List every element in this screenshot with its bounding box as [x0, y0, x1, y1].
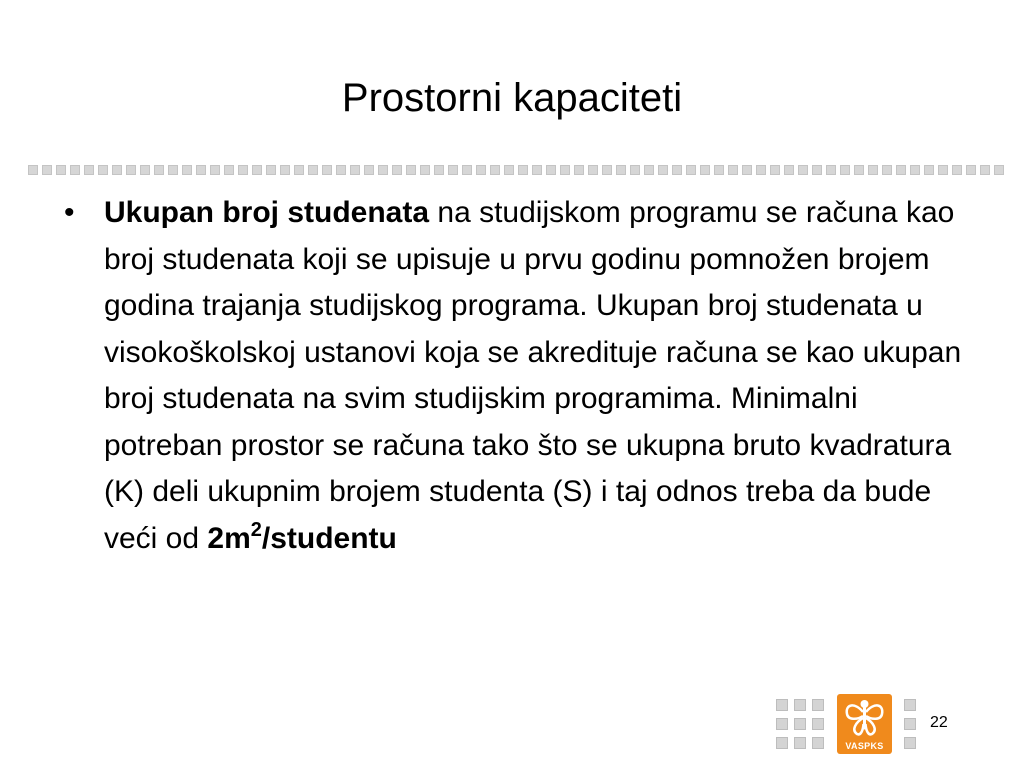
grid-square: [776, 699, 788, 711]
divider-square: [728, 165, 738, 175]
slide-title: Prostorni kapaciteti: [341, 76, 683, 120]
divider-square: [574, 165, 584, 175]
grid-square: [794, 718, 806, 730]
divider-square: [28, 165, 38, 175]
divider-square: [322, 165, 332, 175]
bullet-list: [64, 190, 964, 562]
divider-square: [686, 165, 696, 175]
divider-square: [224, 165, 234, 175]
divider-square: [546, 165, 556, 175]
divider-square: [42, 165, 52, 175]
divider-square: [784, 165, 794, 175]
divider-square: [154, 165, 164, 175]
list-item: [64, 190, 964, 562]
divider-square: [490, 165, 500, 175]
divider-square: [658, 165, 668, 175]
divider-square: [910, 165, 920, 175]
divider-square: [602, 165, 612, 175]
end-bold-superscript: 2: [250, 518, 262, 541]
divider-square: [308, 165, 318, 175]
divider-square: [826, 165, 836, 175]
grid-square: [794, 699, 806, 711]
divider-square: [364, 165, 374, 175]
divider-square: [868, 165, 878, 175]
divider-square: [560, 165, 570, 175]
divider-square: [798, 165, 808, 175]
bullet-lead-bold: Ukupan broj studenata: [104, 196, 430, 229]
divider-square: [756, 165, 766, 175]
divider-square: [196, 165, 206, 175]
grid-square: [812, 699, 824, 711]
divider-square: [742, 165, 752, 175]
bullet-end-bold: [207, 518, 397, 555]
divider-square: [588, 165, 598, 175]
divider-square: [532, 165, 542, 175]
grid-square: [812, 718, 824, 730]
divider-square: [476, 165, 486, 175]
end-bold-tail: /studentu: [261, 521, 397, 555]
divider-square: [168, 165, 178, 175]
divider-square: [280, 165, 290, 175]
divider-square: [616, 165, 626, 175]
divider-square: [336, 165, 346, 175]
divider-square: [378, 165, 388, 175]
divider-square: [112, 165, 122, 175]
divider-square: [882, 165, 892, 175]
divider-square: [252, 165, 262, 175]
divider-square: [392, 165, 402, 175]
bullet-marker: •: [64, 196, 75, 229]
divider-square: [994, 165, 1004, 175]
divider-square: [630, 165, 640, 175]
end-bold-base: 2m: [207, 521, 251, 555]
divider-square: [644, 165, 654, 175]
divider-square: [770, 165, 780, 175]
divider-square: [210, 165, 220, 175]
divider-square: [406, 165, 416, 175]
grid-square: [904, 737, 916, 749]
grid-square: [794, 737, 806, 749]
page-number: 22: [930, 714, 948, 731]
divider-square: [518, 165, 528, 175]
divider-square: [56, 165, 66, 175]
divider-square: [504, 165, 514, 175]
bullet-body-text: na studijskom programu se računa kao broj studenata koji se upisuje u prvu godinu pomnožen brojem godina trajanja studijskog programa. Ukupan broj studenata u visokoškolskoj ustanovi koja se akredituje računa se kao ukupan broj studenata na svim studijskim programima. Minimalni potreban prostor se računa tako što se ukupna bruto kvadratura (K) deli ukupnim brojem studenta (S) i taj odnos treba da bude veći od: [104, 196, 962, 555]
grid-square: [812, 737, 824, 749]
divider-square: [812, 165, 822, 175]
divider-square: [434, 165, 444, 175]
grid-square: [776, 718, 788, 730]
divider-square: [70, 165, 80, 175]
divider-square: [266, 165, 276, 175]
divider-square: [924, 165, 934, 175]
divider-square: [896, 165, 906, 175]
divider-square: [980, 165, 990, 175]
divider-square: [84, 165, 94, 175]
divider-square: [840, 165, 850, 175]
grid-square: [904, 718, 916, 730]
divider-square: [238, 165, 248, 175]
vaspks-logo: [837, 694, 892, 754]
divider-square: [98, 165, 108, 175]
divider-square: [966, 165, 976, 175]
divider-square: [448, 165, 458, 175]
divider-square: [140, 165, 150, 175]
divider-square: [126, 165, 136, 175]
title-divider: [28, 165, 1004, 177]
divider-square: [714, 165, 724, 175]
divider-square: [938, 165, 948, 175]
divider-square: [854, 165, 864, 175]
divider-square: [182, 165, 192, 175]
divider-square: [700, 165, 710, 175]
divider-square: [952, 165, 962, 175]
divider-square: [294, 165, 304, 175]
logo-text: VASPKS: [845, 741, 884, 751]
divider-square: [462, 165, 472, 175]
divider-square: [672, 165, 682, 175]
divider-square: [420, 165, 430, 175]
butterfly-figure-icon: [837, 694, 892, 742]
grid-square: [904, 699, 916, 711]
grid-square: [776, 737, 788, 749]
divider-square: [350, 165, 360, 175]
